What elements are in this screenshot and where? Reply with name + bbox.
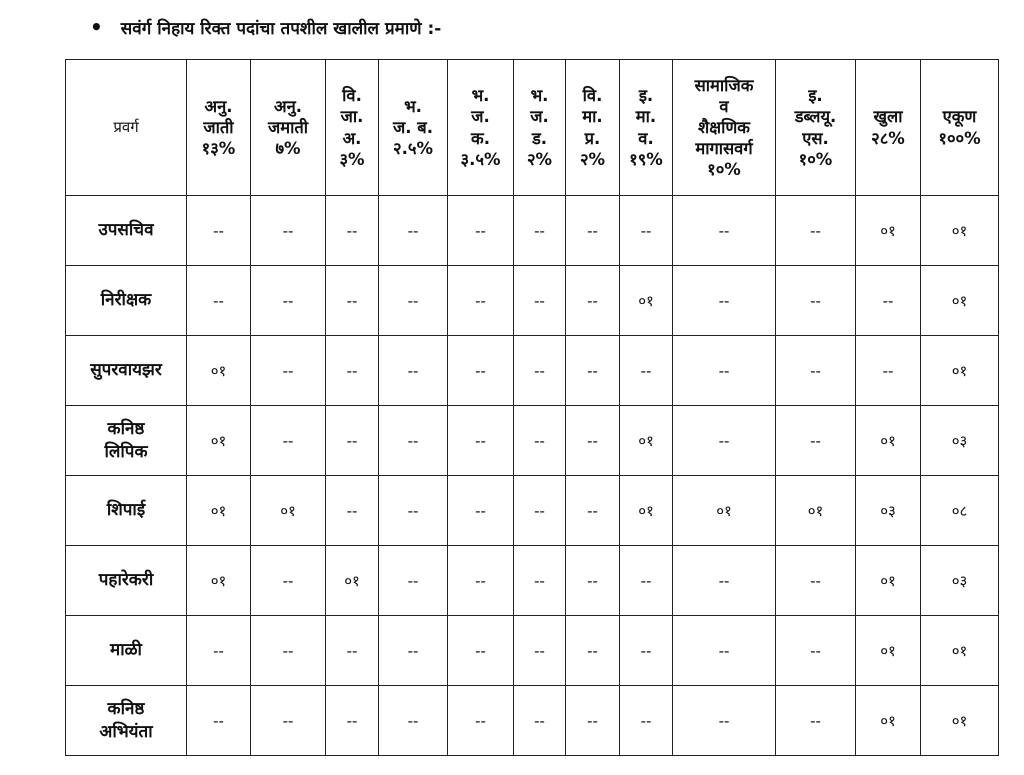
- table-cell: --: [620, 686, 673, 756]
- table-cell: --: [566, 196, 620, 266]
- table-cell: --: [566, 686, 620, 756]
- table-cell: ०१: [921, 196, 999, 266]
- column-header: इ. डब्लयू. एस. १०%: [776, 60, 856, 196]
- table-cell: ०१: [921, 616, 999, 686]
- table-cell: ०१: [856, 616, 921, 686]
- table-cell: ०३: [921, 406, 999, 476]
- table-cell: --: [514, 196, 566, 266]
- category-cell: पहारेकरी: [66, 546, 187, 616]
- table-row: [66, 196, 999, 266]
- category-header: प्रवर्ग: [66, 60, 187, 196]
- table-cell: ०१: [620, 266, 673, 336]
- table-row: [66, 546, 999, 616]
- table-cell: --: [566, 476, 620, 546]
- table-cell: --: [379, 196, 448, 266]
- category-cell: माळी: [66, 616, 187, 686]
- table-cell: ०१: [620, 476, 673, 546]
- table-cell: --: [251, 336, 326, 406]
- category-cell: कनिष्ठ लिपिक: [66, 406, 187, 476]
- column-header: भ. ज. ड. २%: [514, 60, 566, 196]
- table-row: [66, 616, 999, 686]
- table-row: [66, 686, 999, 756]
- table-row: [66, 476, 999, 546]
- table-cell: ०१: [187, 406, 251, 476]
- table-cell: ०१: [326, 546, 379, 616]
- table-cell: --: [326, 266, 379, 336]
- table-cell: ०१: [251, 476, 326, 546]
- table-cell: --: [251, 406, 326, 476]
- bullet-icon: •: [90, 15, 103, 39]
- table-cell: --: [620, 336, 673, 406]
- table-cell: --: [776, 266, 856, 336]
- table-cell: --: [776, 336, 856, 406]
- column-header: अनु. जाती १३%: [187, 60, 251, 196]
- table-cell: --: [251, 686, 326, 756]
- table-cell: --: [566, 616, 620, 686]
- table-cell: --: [620, 616, 673, 686]
- column-header: भ. ज. ब. २.५%: [379, 60, 448, 196]
- table-cell: --: [566, 336, 620, 406]
- category-cell: कनिष्ठ अभियंता: [66, 686, 187, 756]
- table-cell: --: [187, 686, 251, 756]
- table-cell: --: [379, 336, 448, 406]
- table-cell: --: [620, 546, 673, 616]
- column-header: भ. ज. क. ३.५%: [448, 60, 514, 196]
- table-cell: --: [673, 406, 776, 476]
- table-cell: --: [776, 196, 856, 266]
- table-cell: ०१: [856, 406, 921, 476]
- table-cell: --: [251, 266, 326, 336]
- table-cell: ०३: [856, 476, 921, 546]
- table-cell: --: [673, 686, 776, 756]
- table-cell: --: [187, 266, 251, 336]
- table-cell: --: [379, 476, 448, 546]
- table-cell: --: [448, 336, 514, 406]
- table-cell: --: [514, 616, 566, 686]
- column-header: खुला २८%: [856, 60, 921, 196]
- table-cell: --: [448, 476, 514, 546]
- table-cell: --: [326, 406, 379, 476]
- table-cell: ०१: [856, 686, 921, 756]
- table-body: [66, 196, 999, 756]
- table-cell: ०१: [921, 266, 999, 336]
- table-cell: --: [379, 546, 448, 616]
- table-cell: --: [776, 686, 856, 756]
- table-cell: --: [326, 616, 379, 686]
- table-row: [66, 406, 999, 476]
- table-cell: --: [448, 406, 514, 476]
- table-header-row: [66, 60, 999, 196]
- vacancy-table: [65, 59, 999, 756]
- table-row: [66, 336, 999, 406]
- category-cell: निरीक्षक: [66, 266, 187, 336]
- table-cell: --: [514, 336, 566, 406]
- heading-text: सवंर्ग निहाय रिक्त पदांचा तपशील खालील प्रमाणे :-: [120, 18, 442, 39]
- table-cell: --: [187, 196, 251, 266]
- table-row: [66, 266, 999, 336]
- table-cell: --: [379, 616, 448, 686]
- table-cell: --: [856, 266, 921, 336]
- table-cell: ०१: [921, 686, 999, 756]
- table-cell: --: [514, 476, 566, 546]
- table-cell: --: [379, 686, 448, 756]
- table-cell: --: [251, 546, 326, 616]
- page-heading: [90, 12, 441, 42]
- table-cell: --: [448, 546, 514, 616]
- table-cell: --: [379, 266, 448, 336]
- table-cell: --: [379, 406, 448, 476]
- table-cell: --: [673, 196, 776, 266]
- column-header: वि. जा. अ. ३%: [326, 60, 379, 196]
- table-cell: --: [326, 686, 379, 756]
- table-cell: ०१: [187, 336, 251, 406]
- table-cell: ०१: [856, 546, 921, 616]
- table-cell: --: [620, 196, 673, 266]
- table-cell: --: [856, 336, 921, 406]
- column-header: इ. मा. व. १९%: [620, 60, 673, 196]
- table-cell: --: [187, 616, 251, 686]
- table-cell: ०३: [921, 546, 999, 616]
- table-cell: --: [326, 196, 379, 266]
- table-cell: --: [776, 406, 856, 476]
- table-cell: --: [514, 406, 566, 476]
- table-cell: --: [673, 336, 776, 406]
- column-header: वि. मा. प्र. २%: [566, 60, 620, 196]
- table-cell: --: [776, 616, 856, 686]
- table-cell: ०८: [921, 476, 999, 546]
- table-cell: --: [326, 476, 379, 546]
- table-cell: --: [566, 546, 620, 616]
- table-cell: --: [448, 266, 514, 336]
- table-cell: --: [251, 616, 326, 686]
- table-cell: --: [673, 266, 776, 336]
- table-cell: --: [514, 546, 566, 616]
- table-cell: ०१: [921, 336, 999, 406]
- table-cell: --: [673, 546, 776, 616]
- table-cell: ०१: [856, 196, 921, 266]
- table-cell: --: [514, 686, 566, 756]
- table-cell: --: [326, 336, 379, 406]
- table-cell: ०१: [620, 406, 673, 476]
- column-header: एकूण १००%: [921, 60, 999, 196]
- category-cell: शिपाई: [66, 476, 187, 546]
- table-cell: --: [514, 266, 566, 336]
- column-header: सामाजिक व शैक्षणिक मागासवर्ग १०%: [673, 60, 776, 196]
- category-cell: उपसचिव: [66, 196, 187, 266]
- category-cell: सुपरवायझर: [66, 336, 187, 406]
- table-cell: ०१: [776, 476, 856, 546]
- column-header: अनु. जमाती ७%: [251, 60, 326, 196]
- table-cell: --: [776, 546, 856, 616]
- table-cell: ०१: [673, 476, 776, 546]
- table-cell: --: [566, 266, 620, 336]
- table-cell: --: [448, 196, 514, 266]
- table-cell: --: [566, 406, 620, 476]
- table-cell: ०१: [187, 546, 251, 616]
- table-cell: --: [251, 196, 326, 266]
- table-cell: ०१: [187, 476, 251, 546]
- table-cell: --: [448, 686, 514, 756]
- table-cell: --: [448, 616, 514, 686]
- table-cell: --: [673, 616, 776, 686]
